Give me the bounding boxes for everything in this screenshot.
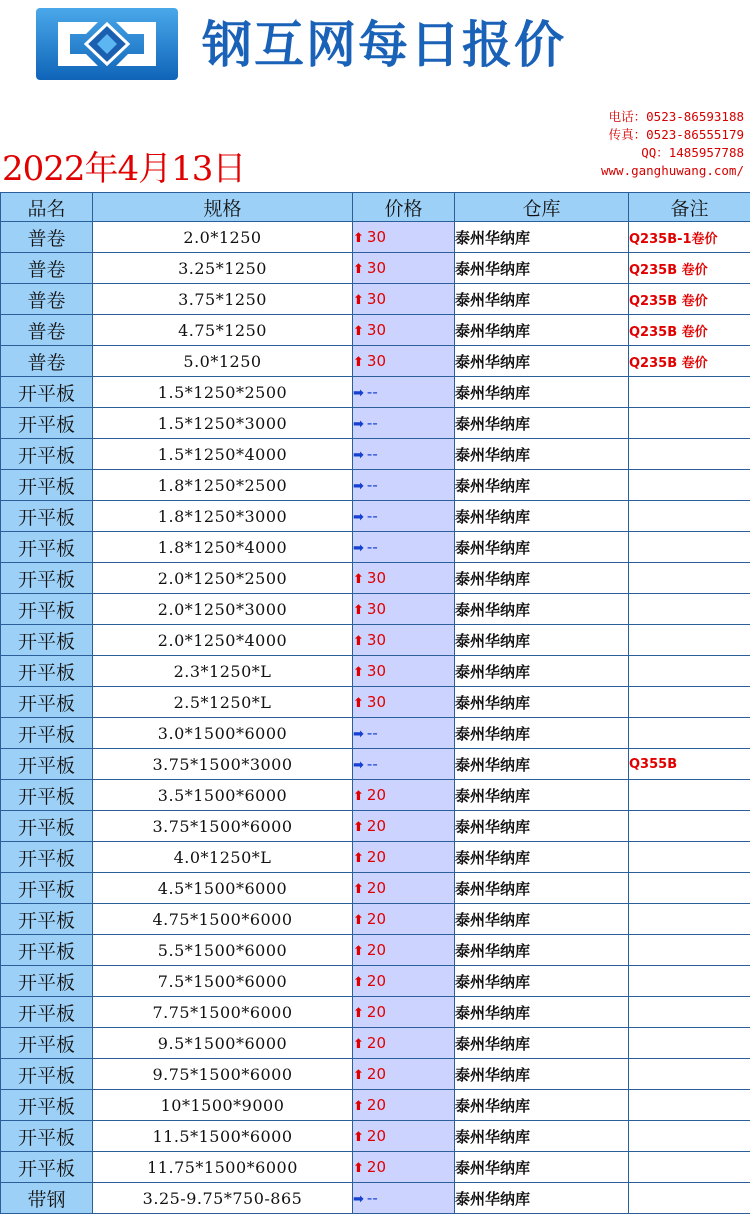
price-value: 30: [366, 569, 386, 587]
warehouse: 泰州华纳库: [455, 749, 629, 780]
page-header: [0, 0, 750, 192]
remark: [629, 470, 750, 501]
warehouse: 泰州华纳库: [455, 501, 629, 532]
product-spec: 3.75*1500*3000: [93, 749, 353, 780]
warehouse: 泰州华纳库: [455, 408, 629, 439]
product-spec: 2.0*1250: [93, 222, 353, 253]
table-row: [1, 811, 750, 842]
price-change: [353, 346, 455, 377]
product-name: 带钢: [1, 1183, 93, 1214]
arrow-up-icon: ⬆: [353, 975, 364, 990]
price-change: [353, 935, 455, 966]
arrow-up-icon: ⬆: [353, 262, 364, 277]
remark: [629, 687, 750, 718]
price-value: 20: [366, 1034, 386, 1052]
price-value: --: [366, 414, 378, 432]
price-change: [353, 1028, 455, 1059]
remark: [629, 563, 750, 594]
remark: [629, 501, 750, 532]
arrow-up-icon: ⬆: [353, 634, 364, 649]
table-row: [1, 1028, 750, 1059]
product-spec: 1.8*1250*2500: [93, 470, 353, 501]
remark: [629, 842, 750, 873]
price-value: 20: [366, 910, 386, 928]
product-name: 开平板: [1, 408, 93, 439]
warehouse: 泰州华纳库: [455, 222, 629, 253]
warehouse: 泰州华纳库: [455, 346, 629, 377]
product-spec: 9.5*1500*6000: [93, 1028, 353, 1059]
price-change: [353, 873, 455, 904]
arrow-up-icon: ⬆: [353, 696, 364, 711]
price-value: 30: [366, 321, 386, 339]
price-change: [353, 687, 455, 718]
table-row: [1, 284, 750, 315]
arrow-up-icon: ⬆: [353, 820, 364, 835]
price-value: 20: [366, 1065, 386, 1083]
arrow-up-icon: ⬆: [353, 1161, 364, 1176]
price-value: 20: [366, 786, 386, 804]
table-row: [1, 656, 750, 687]
arrow-up-icon: ⬆: [353, 1068, 364, 1083]
table-row: [1, 253, 750, 284]
logo-icon: [36, 8, 178, 80]
price-value: --: [366, 755, 378, 773]
table-row: [1, 222, 750, 253]
table-row: [1, 625, 750, 656]
product-spec: 4.5*1500*6000: [93, 873, 353, 904]
price-value: --: [366, 724, 378, 742]
table-row: [1, 563, 750, 594]
product-spec: 3.25*1250: [93, 253, 353, 284]
price-change: [353, 284, 455, 315]
col-header-warehouse: 仓库: [455, 193, 629, 222]
price-change: [353, 997, 455, 1028]
remark: [629, 656, 750, 687]
price-change: [353, 470, 455, 501]
col-header-note: 备注: [629, 193, 750, 222]
table-row: [1, 377, 750, 408]
price-change: [353, 780, 455, 811]
price-change: [353, 315, 455, 346]
product-name: 普卷: [1, 284, 93, 315]
table-row: [1, 966, 750, 997]
arrow-up-icon: ⬆: [353, 293, 364, 308]
price-change: [353, 439, 455, 470]
product-name: 开平板: [1, 842, 93, 873]
arrow-up-icon: ⬆: [353, 355, 364, 370]
price-change: [353, 222, 455, 253]
price-value: --: [366, 476, 378, 494]
price-change: [353, 904, 455, 935]
remark: [629, 1183, 750, 1214]
price-value: 20: [366, 972, 386, 990]
product-name: 开平板: [1, 1059, 93, 1090]
product-name: 开平板: [1, 904, 93, 935]
product-spec: 10*1500*9000: [93, 1090, 353, 1121]
col-header-price: 价格: [353, 193, 455, 222]
price-change: [353, 532, 455, 563]
product-spec: 9.75*1500*6000: [93, 1059, 353, 1090]
product-spec: 7.75*1500*6000: [93, 997, 353, 1028]
remark: [629, 873, 750, 904]
remark: [629, 935, 750, 966]
warehouse: 泰州华纳库: [455, 687, 629, 718]
price-change: [353, 842, 455, 873]
remark: Q235B 卷价: [629, 284, 750, 315]
fax-number: 传真：0523-86555179: [608, 127, 744, 142]
table-row: [1, 439, 750, 470]
table-row: [1, 346, 750, 377]
warehouse: 泰州华纳库: [455, 718, 629, 749]
warehouse: 泰州华纳库: [455, 656, 629, 687]
warehouse: 泰州华纳库: [455, 780, 629, 811]
product-name: 开平板: [1, 594, 93, 625]
table-row: [1, 1121, 750, 1152]
product-name: 开平板: [1, 997, 93, 1028]
remark: [629, 594, 750, 625]
product-name: 开平板: [1, 966, 93, 997]
remark: Q235B-1卷价: [629, 222, 750, 253]
remark: [629, 1121, 750, 1152]
table-row: [1, 873, 750, 904]
qq-number: QQ：1485957788: [641, 145, 744, 160]
remark: Q235B 卷价: [629, 315, 750, 346]
product-spec: 1.5*1250*2500: [93, 377, 353, 408]
warehouse: 泰州华纳库: [455, 377, 629, 408]
product-spec: 11.75*1500*6000: [93, 1152, 353, 1183]
price-change: [353, 811, 455, 842]
arrow-up-icon: ⬆: [353, 324, 364, 339]
product-spec: 5.0*1250: [93, 346, 353, 377]
price-change: [353, 1121, 455, 1152]
remark: [629, 1090, 750, 1121]
product-spec: 7.5*1500*6000: [93, 966, 353, 997]
remark: [629, 408, 750, 439]
remark: [629, 439, 750, 470]
arrow-up-icon: ⬆: [353, 944, 364, 959]
price-change: [353, 625, 455, 656]
product-spec: 1.5*1250*4000: [93, 439, 353, 470]
product-name: 开平板: [1, 1152, 93, 1183]
price-value: --: [366, 1189, 378, 1207]
product-name: 开平板: [1, 873, 93, 904]
brand-title: 钢互网每日报价: [202, 16, 566, 74]
price-value: 30: [366, 352, 386, 370]
product-name: 开平板: [1, 532, 93, 563]
warehouse: 泰州华纳库: [455, 1090, 629, 1121]
price-change: [353, 1183, 455, 1214]
arrow-right-icon: ➡: [353, 758, 364, 773]
remark: Q235B 卷价: [629, 253, 750, 284]
price-value: 20: [366, 1096, 386, 1114]
price-value: 20: [366, 817, 386, 835]
product-spec: 2.0*1250*3000: [93, 594, 353, 625]
product-name: 开平板: [1, 811, 93, 842]
product-spec: 3.0*1500*6000: [93, 718, 353, 749]
price-value: 30: [366, 662, 386, 680]
product-spec: 1.8*1250*4000: [93, 532, 353, 563]
arrow-right-icon: ➡: [353, 448, 364, 463]
table-row: [1, 1090, 750, 1121]
product-spec: 2.0*1250*4000: [93, 625, 353, 656]
arrow-right-icon: ➡: [353, 386, 364, 401]
product-spec: 4.0*1250*L: [93, 842, 353, 873]
price-change: [353, 408, 455, 439]
product-spec: 1.8*1250*3000: [93, 501, 353, 532]
warehouse: 泰州华纳库: [455, 904, 629, 935]
product-spec: 4.75*1250: [93, 315, 353, 346]
remark: [629, 904, 750, 935]
warehouse: 泰州华纳库: [455, 1028, 629, 1059]
product-name: 开平板: [1, 687, 93, 718]
product-name: 开平板: [1, 470, 93, 501]
warehouse: 泰州华纳库: [455, 1059, 629, 1090]
price-value: 20: [366, 1158, 386, 1176]
price-value: 20: [366, 941, 386, 959]
price-change: [353, 718, 455, 749]
product-spec: 2.5*1250*L: [93, 687, 353, 718]
price-change: [353, 1059, 455, 1090]
table-row: [1, 904, 750, 935]
website-link[interactable]: www.ganghuwang.com/: [601, 163, 744, 178]
product-name: 开平板: [1, 377, 93, 408]
arrow-up-icon: ⬆: [353, 603, 364, 618]
price-change: [353, 377, 455, 408]
price-change: [353, 749, 455, 780]
table-header-row: [1, 193, 750, 222]
warehouse: 泰州华纳库: [455, 625, 629, 656]
product-name: 开平板: [1, 935, 93, 966]
price-value: 30: [366, 290, 386, 308]
product-name: 开平板: [1, 1090, 93, 1121]
table-row: [1, 315, 750, 346]
price-change: [353, 966, 455, 997]
remark: [629, 532, 750, 563]
product-spec: 5.5*1500*6000: [93, 935, 353, 966]
table-row: [1, 1183, 750, 1214]
remark: [629, 780, 750, 811]
warehouse: 泰州华纳库: [455, 253, 629, 284]
product-spec: 1.5*1250*3000: [93, 408, 353, 439]
price-value: --: [366, 383, 378, 401]
warehouse: 泰州华纳库: [455, 966, 629, 997]
table-row: [1, 842, 750, 873]
product-name: 开平板: [1, 1121, 93, 1152]
table-row: [1, 780, 750, 811]
arrow-right-icon: ➡: [353, 1192, 364, 1207]
arrow-right-icon: ➡: [353, 479, 364, 494]
report-date: 2022年4月13日: [2, 149, 246, 189]
table-row: [1, 749, 750, 780]
product-name: 普卷: [1, 346, 93, 377]
col-header-spec: 规格: [93, 193, 353, 222]
arrow-up-icon: ⬆: [353, 1037, 364, 1052]
remark: [629, 718, 750, 749]
phone-number: 电话：0523-86593188: [608, 109, 744, 124]
table-row: [1, 997, 750, 1028]
warehouse: 泰州华纳库: [455, 842, 629, 873]
price-value: 20: [366, 848, 386, 866]
product-name: 开平板: [1, 563, 93, 594]
product-name: 开平板: [1, 749, 93, 780]
price-change: [353, 1152, 455, 1183]
product-name: 开平板: [1, 1028, 93, 1059]
price-table: [0, 192, 750, 1214]
warehouse: 泰州华纳库: [455, 284, 629, 315]
price-change: [353, 501, 455, 532]
price-value: 30: [366, 600, 386, 618]
remark: [629, 625, 750, 656]
table-row: [1, 935, 750, 966]
arrow-up-icon: ⬆: [353, 1130, 364, 1145]
product-name: 普卷: [1, 222, 93, 253]
product-spec: 2.3*1250*L: [93, 656, 353, 687]
product-name: 开平板: [1, 780, 93, 811]
remark: Q355B: [629, 749, 750, 780]
col-header-name: 品名: [1, 193, 93, 222]
warehouse: 泰州华纳库: [455, 470, 629, 501]
product-name: 普卷: [1, 315, 93, 346]
warehouse: 泰州华纳库: [455, 811, 629, 842]
product-spec: 3.25-9.75*750-865: [93, 1183, 353, 1214]
remark: [629, 1059, 750, 1090]
table-row: [1, 532, 750, 563]
arrow-right-icon: ➡: [353, 541, 364, 556]
product-name: 开平板: [1, 718, 93, 749]
arrow-up-icon: ⬆: [353, 665, 364, 680]
price-value: --: [366, 445, 378, 463]
arrow-up-icon: ⬆: [353, 231, 364, 246]
price-value: 30: [366, 259, 386, 277]
table-body: [1, 222, 750, 1214]
warehouse: 泰州华纳库: [455, 1183, 629, 1214]
price-change: [353, 563, 455, 594]
product-spec: 4.75*1500*6000: [93, 904, 353, 935]
warehouse: 泰州华纳库: [455, 563, 629, 594]
product-spec: 3.75*1500*6000: [93, 811, 353, 842]
table-row: [1, 470, 750, 501]
arrow-up-icon: ⬆: [353, 913, 364, 928]
price-change: [353, 594, 455, 625]
remark: Q235B 卷价: [629, 346, 750, 377]
arrow-up-icon: ⬆: [353, 789, 364, 804]
table-row: [1, 594, 750, 625]
table-row: [1, 501, 750, 532]
price-value: --: [366, 538, 378, 556]
price-change: [353, 1090, 455, 1121]
table-row: [1, 687, 750, 718]
warehouse: 泰州华纳库: [455, 594, 629, 625]
warehouse: 泰州华纳库: [455, 315, 629, 346]
arrow-up-icon: ⬆: [353, 851, 364, 866]
table-row: [1, 408, 750, 439]
remark: [629, 1028, 750, 1059]
warehouse: 泰州华纳库: [455, 439, 629, 470]
product-spec: 2.0*1250*2500: [93, 563, 353, 594]
arrow-up-icon: ⬆: [353, 1006, 364, 1021]
price-value: 20: [366, 879, 386, 897]
product-name: 开平板: [1, 656, 93, 687]
product-spec: 3.75*1250: [93, 284, 353, 315]
product-name: 开平板: [1, 439, 93, 470]
arrow-up-icon: ⬆: [353, 572, 364, 587]
price-change: [353, 656, 455, 687]
contact-info: [601, 108, 744, 180]
arrow-right-icon: ➡: [353, 510, 364, 525]
price-value: --: [366, 507, 378, 525]
table-row: [1, 718, 750, 749]
product-name: 开平板: [1, 625, 93, 656]
warehouse: 泰州华纳库: [455, 1152, 629, 1183]
remark: [629, 377, 750, 408]
product-spec: 3.5*1500*6000: [93, 780, 353, 811]
price-value: 30: [366, 693, 386, 711]
price-value: 30: [366, 631, 386, 649]
arrow-up-icon: ⬆: [353, 882, 364, 897]
warehouse: 泰州华纳库: [455, 1121, 629, 1152]
product-name: 开平板: [1, 501, 93, 532]
price-change: [353, 253, 455, 284]
product-spec: 11.5*1500*6000: [93, 1121, 353, 1152]
product-name: 普卷: [1, 253, 93, 284]
warehouse: 泰州华纳库: [455, 997, 629, 1028]
remark: [629, 966, 750, 997]
remark: [629, 811, 750, 842]
table-row: [1, 1059, 750, 1090]
arrow-up-icon: ⬆: [353, 1099, 364, 1114]
price-value: 20: [366, 1003, 386, 1021]
warehouse: 泰州华纳库: [455, 935, 629, 966]
remark: [629, 1152, 750, 1183]
remark: [629, 997, 750, 1028]
price-value: 30: [366, 228, 386, 246]
arrow-right-icon: ➡: [353, 417, 364, 432]
warehouse: 泰州华纳库: [455, 873, 629, 904]
arrow-right-icon: ➡: [353, 727, 364, 742]
table-row: [1, 1152, 750, 1183]
price-value: 20: [366, 1127, 386, 1145]
warehouse: 泰州华纳库: [455, 532, 629, 563]
